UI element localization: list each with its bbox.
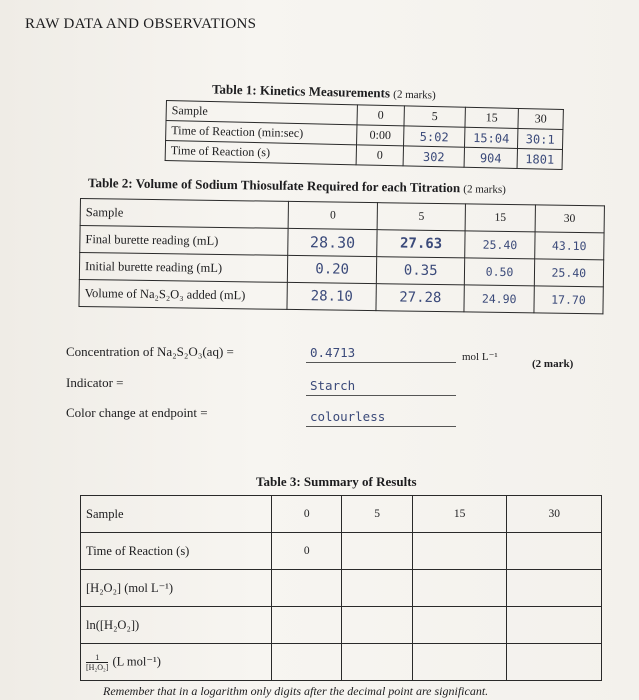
logarithm-note: Remember that in a logarithm only digits after the decimal point are significant. bbox=[103, 684, 489, 698]
color-change-answer-line bbox=[306, 408, 456, 427]
table-row: Volume of Na₂S₂O₃ added (mL) 28.10 27.28 24.90 17.70 bbox=[79, 279, 603, 313]
table-row: Time of Reaction (s) 0 bbox=[81, 533, 602, 570]
concentration-value: 0.4713 bbox=[310, 345, 356, 360]
table-row: Time of Reaction (s) 0 302 904 1801 bbox=[165, 141, 562, 170]
reciprocal-fraction: $\frac{1}{\text{[H₂O₂]}}$ bbox=[86, 652, 109, 672]
reciprocal-label: $\frac{1}{\text{[H₂O₂]}}$ (L mol⁻¹) bbox=[81, 644, 272, 681]
indicator-answer-line bbox=[306, 377, 456, 396]
table-row: Sample 0 5 15 30 bbox=[81, 496, 602, 533]
table-row: [H₂O₂] (mol L⁻¹) bbox=[81, 570, 602, 607]
summary-table bbox=[80, 495, 602, 681]
indicator-label: Indicator = bbox=[66, 375, 124, 390]
concentration-answer-line bbox=[306, 344, 456, 363]
table1-caption: Table 1: Kinetics Measurements (2 marks) bbox=[211, 81, 436, 102]
titration-table bbox=[78, 198, 604, 314]
table-row: Sample 0 5 15 30 bbox=[166, 101, 563, 130]
table-row: Time of Reaction (min:sec) 0:00 5:02 15:04 30:1 bbox=[166, 121, 563, 150]
table-row: Initial burette reading (mL) 0.20 0.35 0.50 25.40 bbox=[79, 253, 603, 287]
concentration-label: Concentration of Na₂S₂O₃(aq) = bbox=[66, 344, 234, 359]
kinetics-table bbox=[165, 100, 564, 170]
color-change-label: Color change at endpoint = bbox=[66, 405, 208, 420]
indicator-value: Starch bbox=[310, 378, 356, 393]
color-change-value: colourless bbox=[310, 409, 386, 424]
table-row bbox=[81, 644, 602, 681]
concentration-marks: (2 mark) bbox=[532, 358, 574, 370]
table-row: Sample 0 5 15 30 bbox=[80, 199, 604, 233]
concentration-unit: mol L⁻¹ bbox=[462, 351, 498, 363]
table2-caption: Table 2: Volume of Sodium Thiosulfate Required for each Titration (2 marks) bbox=[87, 175, 506, 196]
table3-caption: Table 3: Summary of Results bbox=[256, 474, 417, 489]
section-heading: RAW DATA AND OBSERVATIONS bbox=[25, 16, 257, 32]
table-row: ln([H₂O₂]) bbox=[81, 607, 602, 644]
table-row: Final burette reading (mL) 28.30 27.63 25.40 43.10 bbox=[80, 226, 604, 260]
